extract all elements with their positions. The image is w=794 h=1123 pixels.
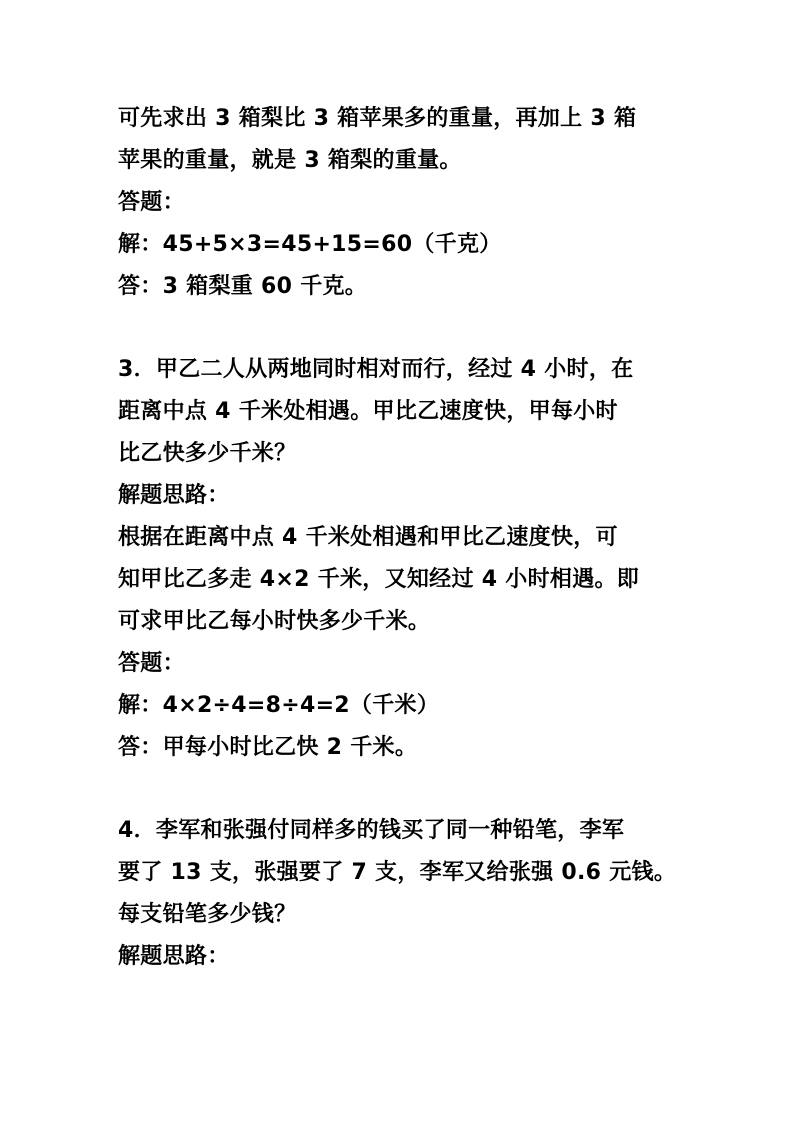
solution-line: 解：45+5×3=45+15=60（千克） xyxy=(118,232,502,257)
solution-line: 解：4×2÷4=8÷4=2（千米） xyxy=(118,693,440,718)
problem-text-line: 距离中点 4 千米处相遇。甲比乙速度快，甲每小时 xyxy=(118,399,618,424)
approach-text-line: 知甲比乙多走 4×2 千米，又知经过 4 小时相遇。即 xyxy=(118,567,640,592)
problem-text-line: 4．李军和张强付同样多的钱买了同一种铅笔，李军 xyxy=(118,818,625,843)
problem-text-line: 3．甲乙二人从两地同时相对而行，经过 4 小时，在 xyxy=(118,357,634,382)
section-problem-3 xyxy=(118,349,678,769)
answer-heading: 答题： xyxy=(118,190,185,215)
text-line: 可先求出 3 箱梨比 3 箱苹果多的重量，再加上 3 箱 xyxy=(118,106,637,131)
problem-text-line: 每支铅笔多少钱？ xyxy=(118,902,297,927)
section-problem-4 xyxy=(118,810,678,978)
problem-text-line: 比乙快多少千米？ xyxy=(118,441,297,466)
text-line: 苹果的重量，就是 3 箱梨的重量。 xyxy=(118,148,462,173)
section-solution-continued xyxy=(118,98,678,308)
answer-heading: 答题： xyxy=(118,651,185,676)
paragraph-gap xyxy=(118,769,678,810)
answer-line: 答：甲每小时比乙快 2 千米。 xyxy=(118,735,418,760)
approach-heading: 解题思路： xyxy=(118,944,230,969)
approach-text-line: 根据在距离中点 4 千米处相遇和甲比乙速度快，可 xyxy=(118,525,618,550)
approach-heading: 解题思路： xyxy=(118,483,230,508)
paragraph-gap xyxy=(118,308,678,349)
answer-line: 答：3 箱梨重 60 千克。 xyxy=(118,274,368,299)
problem-text-line: 要了 13 支，张强要了 7 支，李军又给张强 0.6 元钱。 xyxy=(118,860,677,885)
document-page xyxy=(118,98,678,978)
approach-text-line: 可求甲比乙每小时快多少千米。 xyxy=(118,609,431,634)
